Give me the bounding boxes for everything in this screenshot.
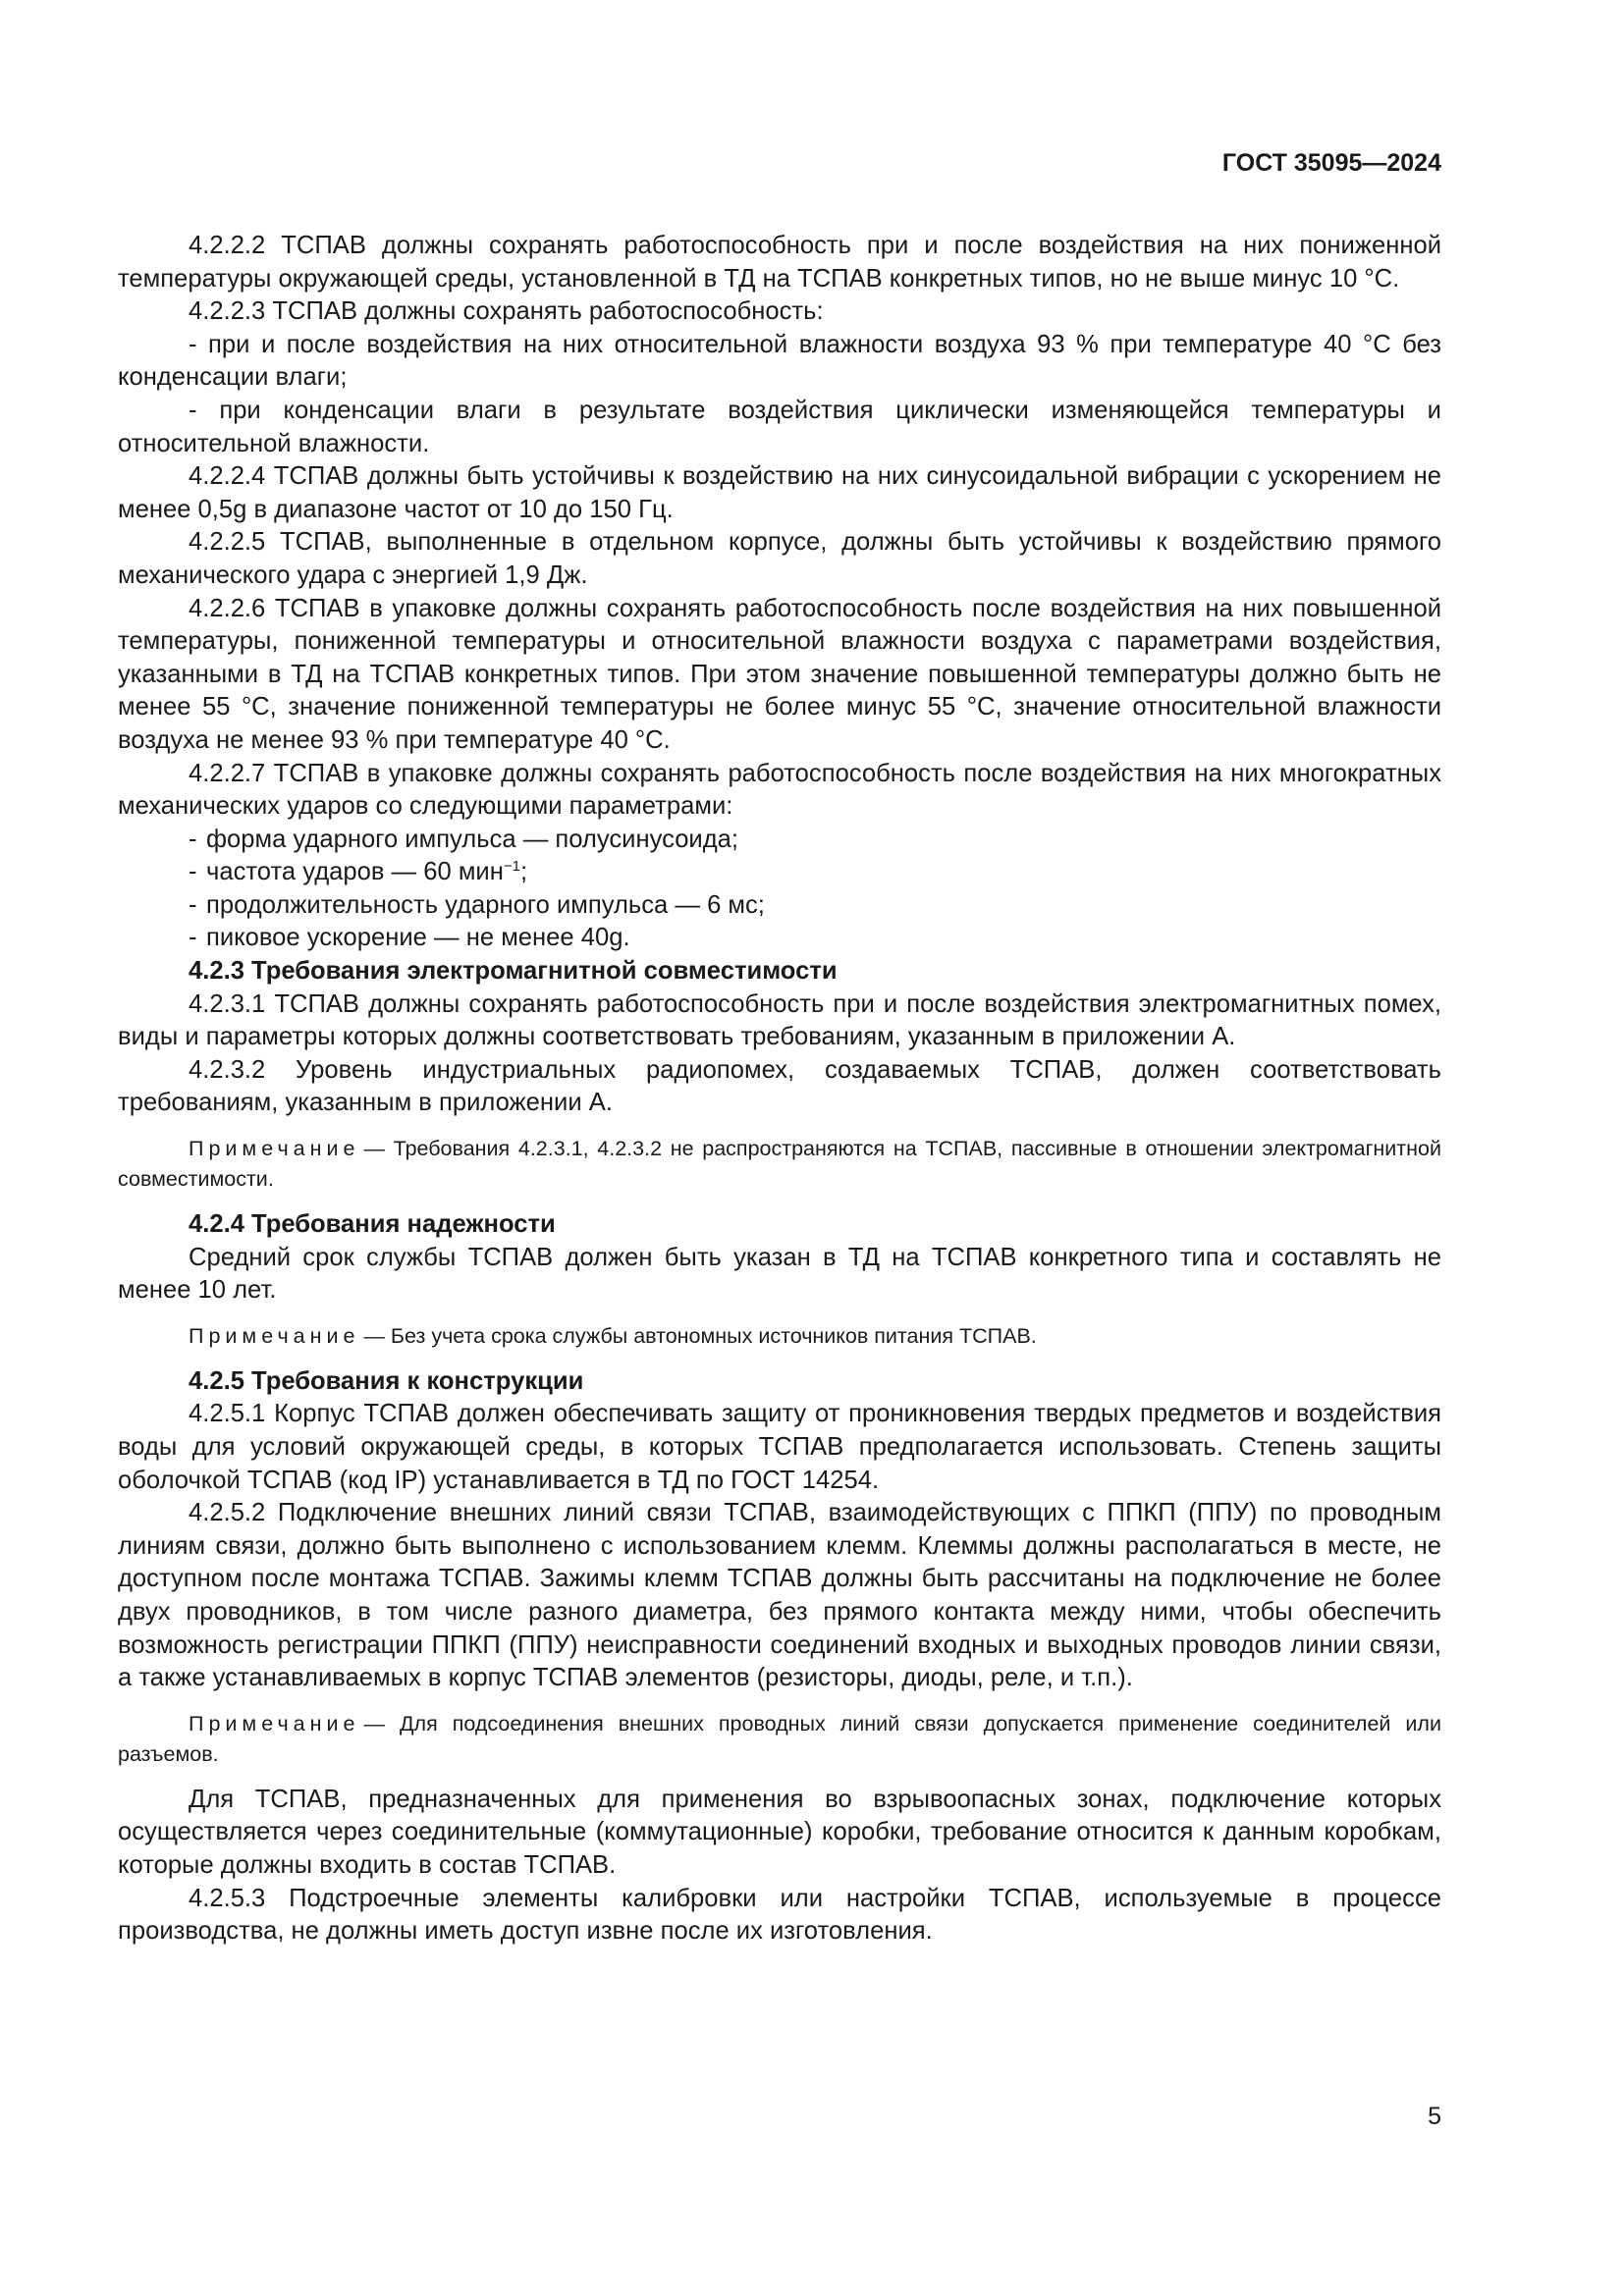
section-heading-4-2-5: 4.2.5 Требования к конструкции: [189, 1366, 584, 1395]
note: [118, 1709, 1441, 1770]
paragraph-4-2-2-2: 4.2.2.2 ТСПАВ должны сохранять работоспособность при и после воздействия на них пониженной температуры окружающей среды, установленной в ТД на ТСПАВ конкретных типов, но не выше минус 10 °С.: [118, 232, 1441, 293]
paragraph-4-2-2-7: 4.2.2.7 ТСПАВ в упаковке должны сохранять работоспособность после воздействия на них многократных механических ударов со следующими параметрами:: [118, 759, 1441, 821]
note-label: Примечание: [189, 1137, 360, 1161]
list-item-text: частота ударов — 60 мин: [206, 858, 504, 886]
page-number: 5: [1428, 2103, 1441, 2130]
paragraph-4-2-2-6: 4.2.2.6 ТСПАВ в упаковке должны сохранять работоспособность после воздействия на них повышенной температуры, пониженной температуры и относительной влажности воздуха с параметрами воздействия, указанными в ТД на ТСПАВ конкретных типов. При этом значение повышенной температуры должно быть не менее 55 °С, значение пониженной температуры не более минус 55 °С, значение относительной влажности воздуха не менее 93 % при температуре 40 °С.: [118, 594, 1441, 754]
paragraph-4-2-2-4: 4.2.2.4 ТСПАВ должны быть устойчивы к воздействию на них синусоидальной вибрации с ускорением не менее 0,5g в диапазоне частот от 10 до 150 Гц.: [118, 462, 1441, 523]
list-item: - частота ударов — 60 мин$^{-1}$;: [189, 858, 528, 886]
section-heading-4-2-3: 4.2.3 Требования электромагнитной совместимости: [189, 957, 838, 986]
list-item-text: при конденсации влаги в результате воздействия циклически изменяющейся температуры и относительной влажности.: [118, 396, 1441, 457]
note: [118, 1321, 1441, 1352]
list-item-text: форма ударного импульса — полусинусоида;: [206, 825, 739, 853]
list-item: - пиковое ускорение — не менее 40g.: [189, 924, 630, 952]
superscript: −1: [503, 858, 520, 876]
list-item: - форма ударного импульса — полусинусоида;: [189, 825, 739, 853]
list-item: - продолжительность ударного импульса — 6 мс;: [189, 890, 765, 919]
paragraph-4-2-5-1: 4.2.5.1 Корпус ТСПАВ должен обеспечивать защиту от проникновения твердых предметов и воздействия воды для условий окружающей среды, в которых ТСПАВ предполагается использовать. Степень защиты оболочкой ТСПАВ (код IP) устанавливается в ТД по ГОСТ 14254.: [118, 1400, 1441, 1494]
list-item-punct: ;: [519, 858, 528, 886]
list-item-text: пиковое ускорение — не менее 40g.: [206, 924, 630, 952]
page-content: [118, 230, 1441, 1949]
list-item: - при и после воздействия на них относительной влажности воздуха 93 % при температуре 40 °С без конденсации влаги;: [118, 330, 1442, 392]
paragraph-4-2-3-1: 4.2.3.1 ТСПАВ должны сохранять работоспособность при и после воздействия электромагнитных помех, виды и параметры которых должны соответствовать требованиям, указанным в приложении А.: [118, 989, 1441, 1051]
paragraph-4-2-5-2-continued: Для ТСПАВ, предназначенных для применения во взрывоопасных зонах, подключение которых осуществляется через соединительные (коммутационные) коробки, требование относится к данным коробкам, которые должны входить в состав ТСПАВ.: [118, 1785, 1441, 1879]
paragraph-4-2-2-3: 4.2.2.3 ТСПАВ должны сохранять работоспособность:: [189, 297, 824, 326]
document-number-header: ГОСТ 35095—2024: [1221, 149, 1441, 177]
section-heading-4-2-4: 4.2.4 Требования надежности: [189, 1210, 556, 1239]
paragraph-4-2-4: Средний срок службы ТСПАВ должен быть указан в ТД на ТСПАВ конкретного типа и составлять не менее 10 лет.: [118, 1243, 1441, 1305]
note: [118, 1134, 1441, 1195]
paragraph-4-2-3-2: 4.2.3.2 Уровень индустриальных радиопомех, создаваемых ТСПАВ, должен соответствовать требованиям, указанным в приложении А.: [118, 1055, 1441, 1117]
paragraph-4-2-5-3: 4.2.5.3 Подстроечные элементы калибровки или настройки ТСПАВ, используемые в процессе производства, не должны иметь доступ извне после их изготовления.: [118, 1884, 1441, 1946]
list-item-text: при и после воздействия на них относительной влажности воздуха 93 % при температуре 40 °С без конденсации влаги;: [118, 330, 1442, 392]
list-item-text: продолжительность ударного импульса — 6 мс;: [206, 890, 765, 919]
list-item: - при конденсации влаги в результате воздействия циклически изменяющейся температуры и относительной влажности.: [118, 396, 1441, 457]
note-text: — Без учета срока службы автономных источников питания ТСПАВ.: [363, 1323, 1037, 1348]
note-text: — Требования 4.2.3.1, 4.2.3.2 не распространяются на ТСПАВ, пассивные в отношении электромагнитной совместимости.: [118, 1137, 1441, 1192]
note-text: — Для подсоединения внешних проводных линий связи допускается применение соединителей или разъемов.: [118, 1711, 1441, 1766]
note-label: Примечание: [189, 1323, 360, 1348]
paragraph-4-2-2-5: 4.2.2.5 ТСПАВ, выполненные в отдельном корпусе, должны быть устойчивы к воздействию прямого механического удара с энергией 1,9 Дж.: [118, 528, 1441, 589]
paragraph-4-2-5-2: 4.2.5.2 Подключение внешних линий связи ТСПАВ, взаимодействующих с ППКП (ППУ) по проводным линиям связи, должно быть выполнено с использованием клемм. Клеммы должны располагаться в месте, не доступном после монтажа ТСПАВ. Зажимы клемм ТСПАВ должны быть рассчитаны на подключение не более двух проводников, в том числе разного диаметра, без прямого контакта между ними, чтобы обеспечить возможность регистрации ППКП (ППУ) неисправности соединений входных и выходных проводов линии связи, а также устанавливаемых в корпус ТСПАВ элементов (резисторы, диоды, реле, и т.п.).: [118, 1499, 1441, 1692]
note-label: Примечание: [189, 1711, 360, 1735]
